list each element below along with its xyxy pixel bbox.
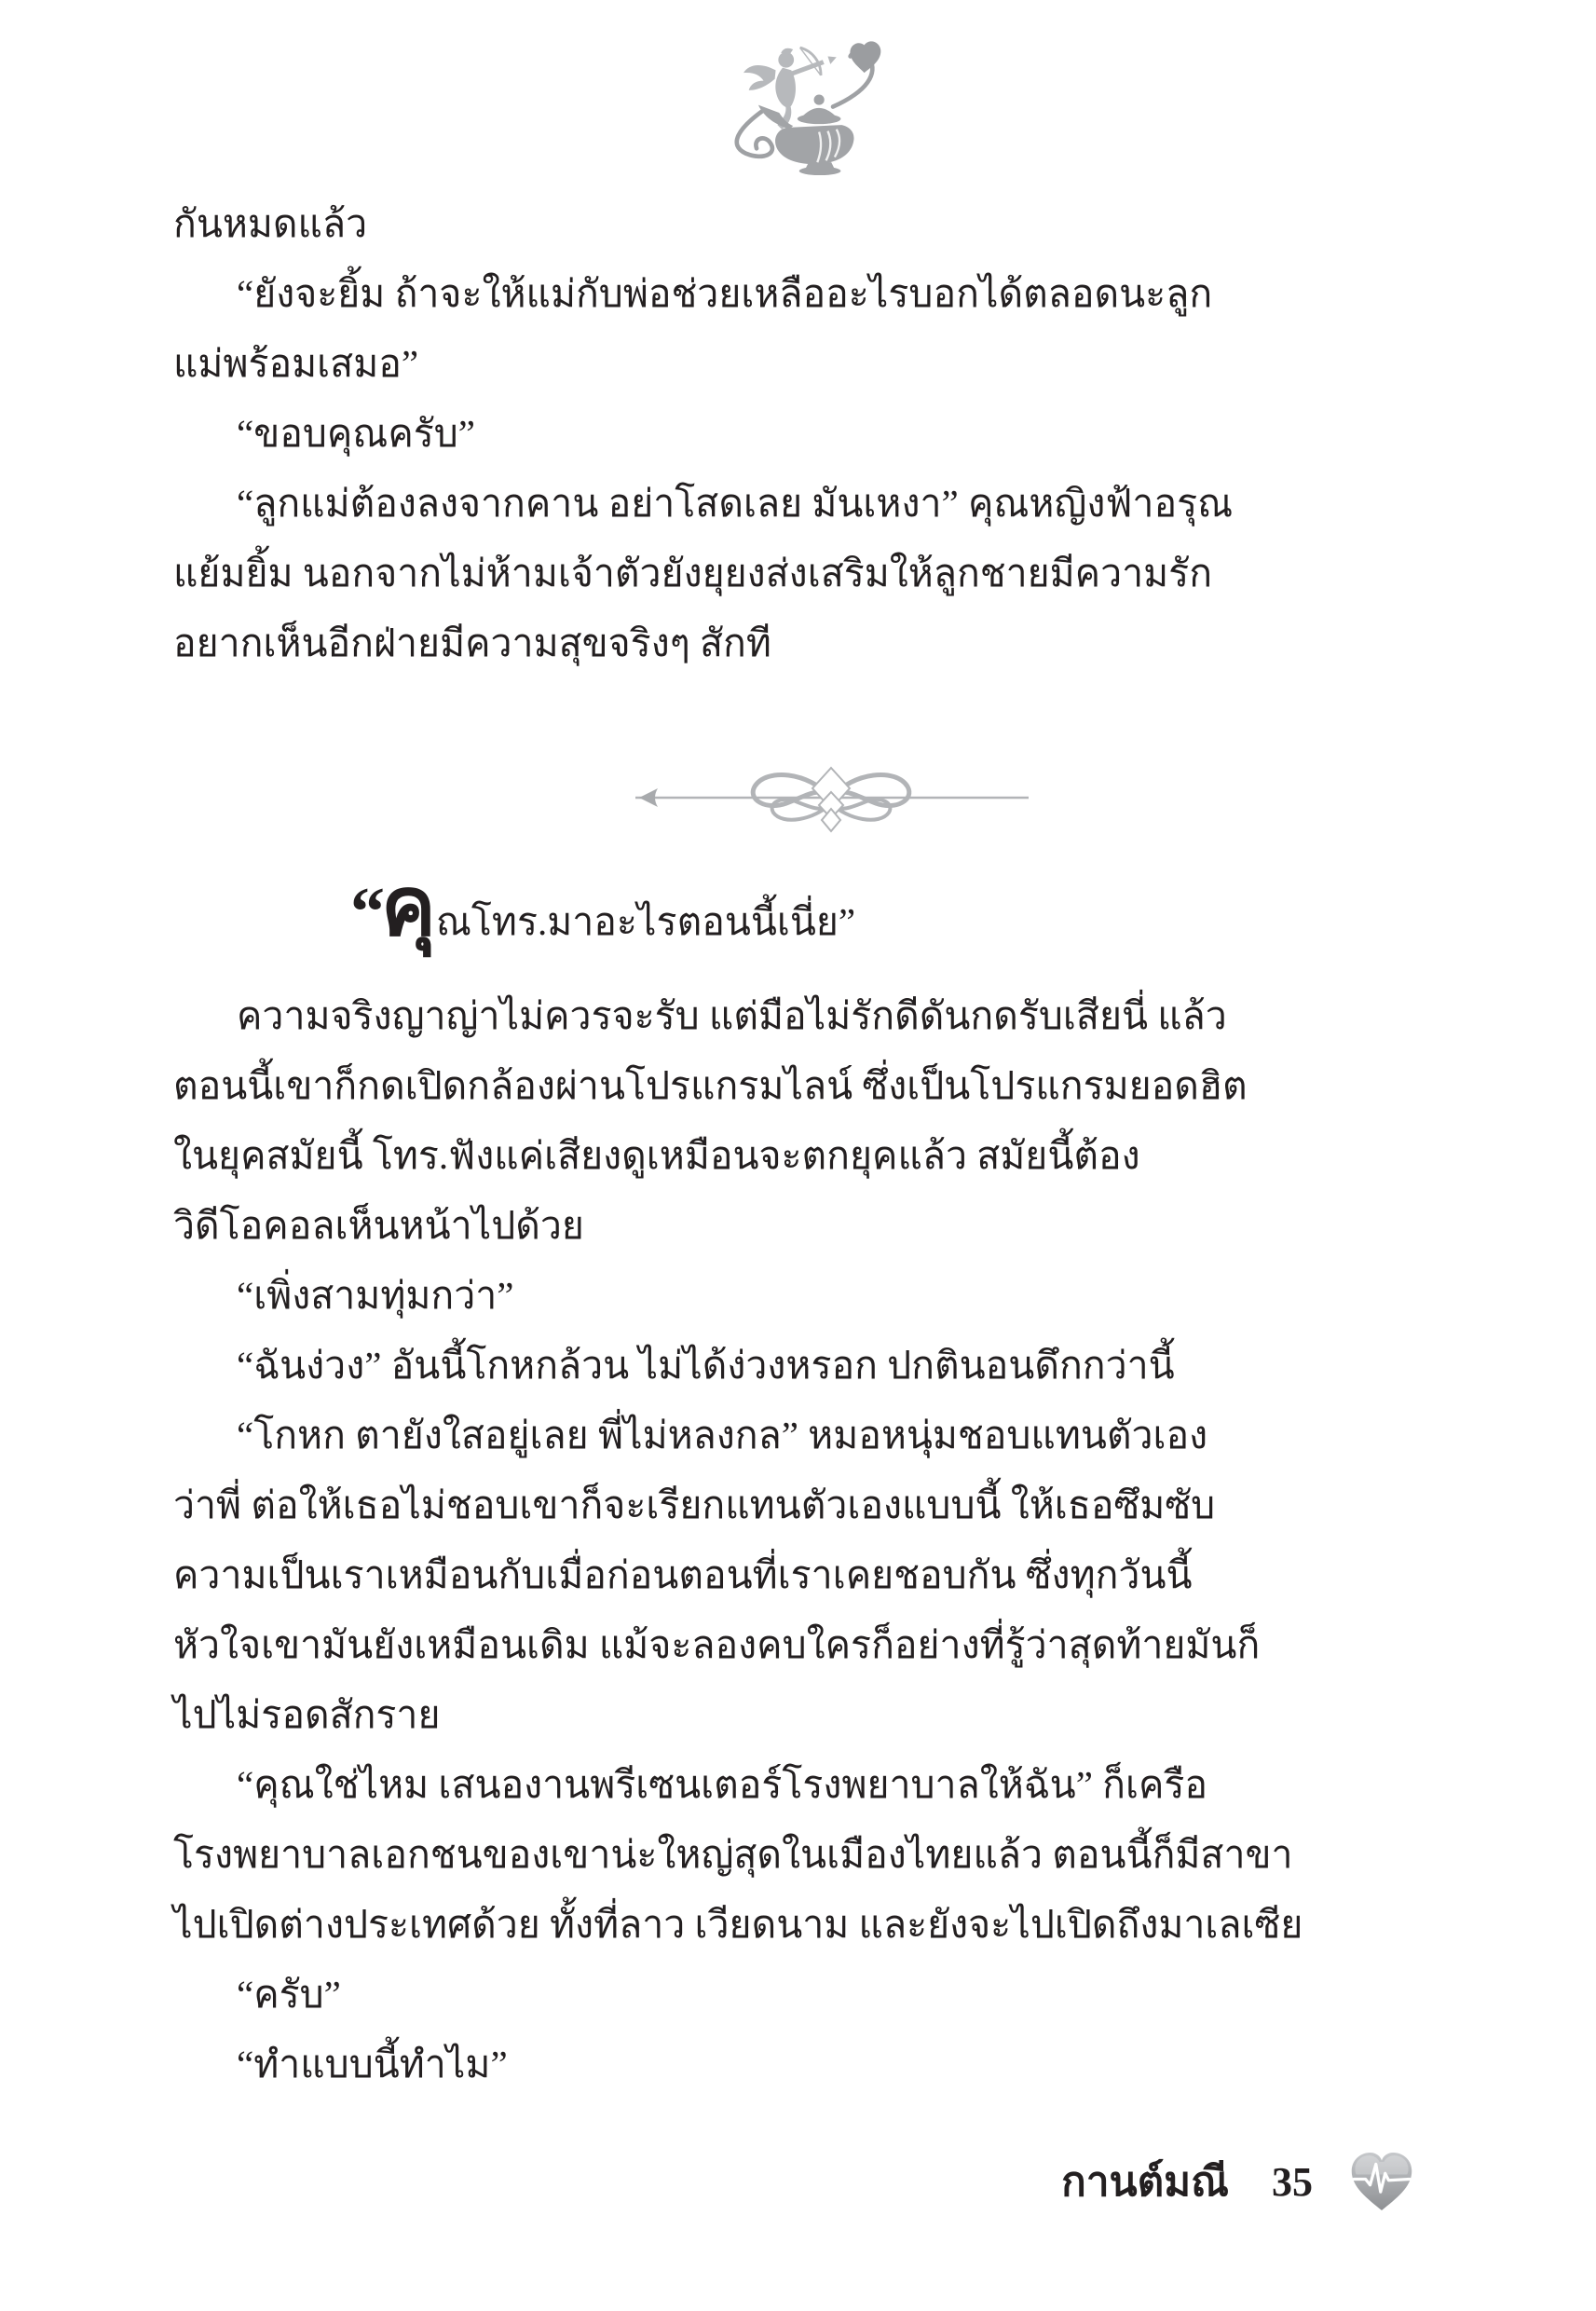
text-line: “คุณใช่ไหม เสนองานพรีเซนเตอร์โรงพยาบาลให้ฉัน” ก็เครือ	[237, 1763, 1208, 1806]
text-line: “ฉันง่วง” อันนี้โกหกล้วน ไม่ได้ง่วงหรอก ปกตินอนดึกกว่านี้	[237, 1344, 1175, 1387]
drop-cap: คุ	[381, 863, 436, 953]
text-line: วิดีโอคอลเห็นหน้าไปด้วย	[173, 1204, 584, 1247]
opening-line-text: ณโทร.มาอะไรตอนนี้เนี่ย”	[435, 900, 856, 943]
text-line: ความเป็นเราเหมือนกับเมื่อก่อนตอนที่เราเคยชอบกัน ซึ่งทุกวันนี้	[173, 1553, 1193, 1596]
text-line: กันหมดแล้ว	[173, 202, 368, 245]
text-line: ไปเปิดต่างประเทศด้วย ทั้งที่ลาว เวียดนาม และยังจะไปเปิดถึงมาเลเซีย	[173, 1903, 1303, 1946]
text-line: “ขอบคุณครับ”	[237, 412, 476, 455]
text-line: “เพิ่งสามทุ่มกว่า”	[237, 1274, 514, 1317]
paragraph-2	[173, 981, 1440, 2099]
section-opening-line	[173, 853, 1440, 978]
text-line: โรงพยาบาลเอกชนของเขาน่ะใหญ่สุดในเมืองไทยแล้ว ตอนนี้ก็มีสาขา	[173, 1833, 1293, 1876]
text-line: “ลูกแม่ต้องลงจากคาน อย่าโสดเลย มันเหงา” คุณหญิงฟ้าอรุณ	[237, 482, 1234, 525]
cupid-lamp-ornament-icon	[706, 26, 897, 175]
text-line: แย้มยิ้ม นอกจากไม่ห้ามเจ้าตัวยังยุยงส่งเสริมให้ลูกชายมีความรัก	[173, 552, 1213, 595]
text-line: “ยังจะยิ้ม ถ้าจะให้แม่กับพ่อช่วยเหลืออะไรบอกได้ตลอดนะลูก	[237, 272, 1213, 315]
page-footer	[1061, 2148, 1419, 2215]
paragraph-1	[173, 189, 1440, 678]
heartbeat-heart-icon	[1344, 2148, 1419, 2215]
text-line: ในยุคสมัยนี้ โทร.ฟังแค่เสียงดูเหมือนจะตกยุคแล้ว สมัยนี้ต้อง	[173, 1134, 1140, 1177]
text-line: “ครับ”	[237, 1973, 341, 2016]
page-number: 35	[1272, 2158, 1313, 2205]
opening-quote: “	[350, 874, 381, 950]
running-title: กานต์มณี	[1061, 2159, 1229, 2205]
flourish-divider-icon	[626, 755, 1036, 839]
text-line: ตอนนี้เขาก็กดเปิดกล้องผ่านโปรแกรมไลน์ ซึ่งเป็นโปรแกรมยอดฮิต	[173, 1064, 1248, 1107]
text-line: ว่าพี่ ต่อให้เธอไม่ชอบเขาก็จะเรียกแทนตัวเองแบบนี้ ให้เธอซึมซับ	[173, 1484, 1216, 1526]
text-line: ความจริงญาญ่าไม่ควรจะรับ แต่มือไม่รักดีดันกดรับเสียนี่ แล้ว	[237, 994, 1227, 1037]
text-line: หัวใจเขามันยังเหมือนเดิม แม้จะลองคบใครก็อย่างที่รู้ว่าสุดท้ายมันก็	[173, 1623, 1261, 1666]
text-line: อยากเห็นอีกฝ่ายมีความสุขจริงๆ สักที	[173, 622, 771, 664]
text-line: “โกหก ตายังใสอยู่เลย พี่ไม่หลงกล” หมอหนุ่มชอบแทนตัวเอง	[237, 1414, 1208, 1456]
text-line: แม่พร้อมเสมอ”	[173, 342, 419, 385]
text-line: “ทำแบบนี้ทำไม”	[237, 2043, 508, 2085]
text-line: ไปไม่รอดสักราย	[173, 1693, 441, 1736]
